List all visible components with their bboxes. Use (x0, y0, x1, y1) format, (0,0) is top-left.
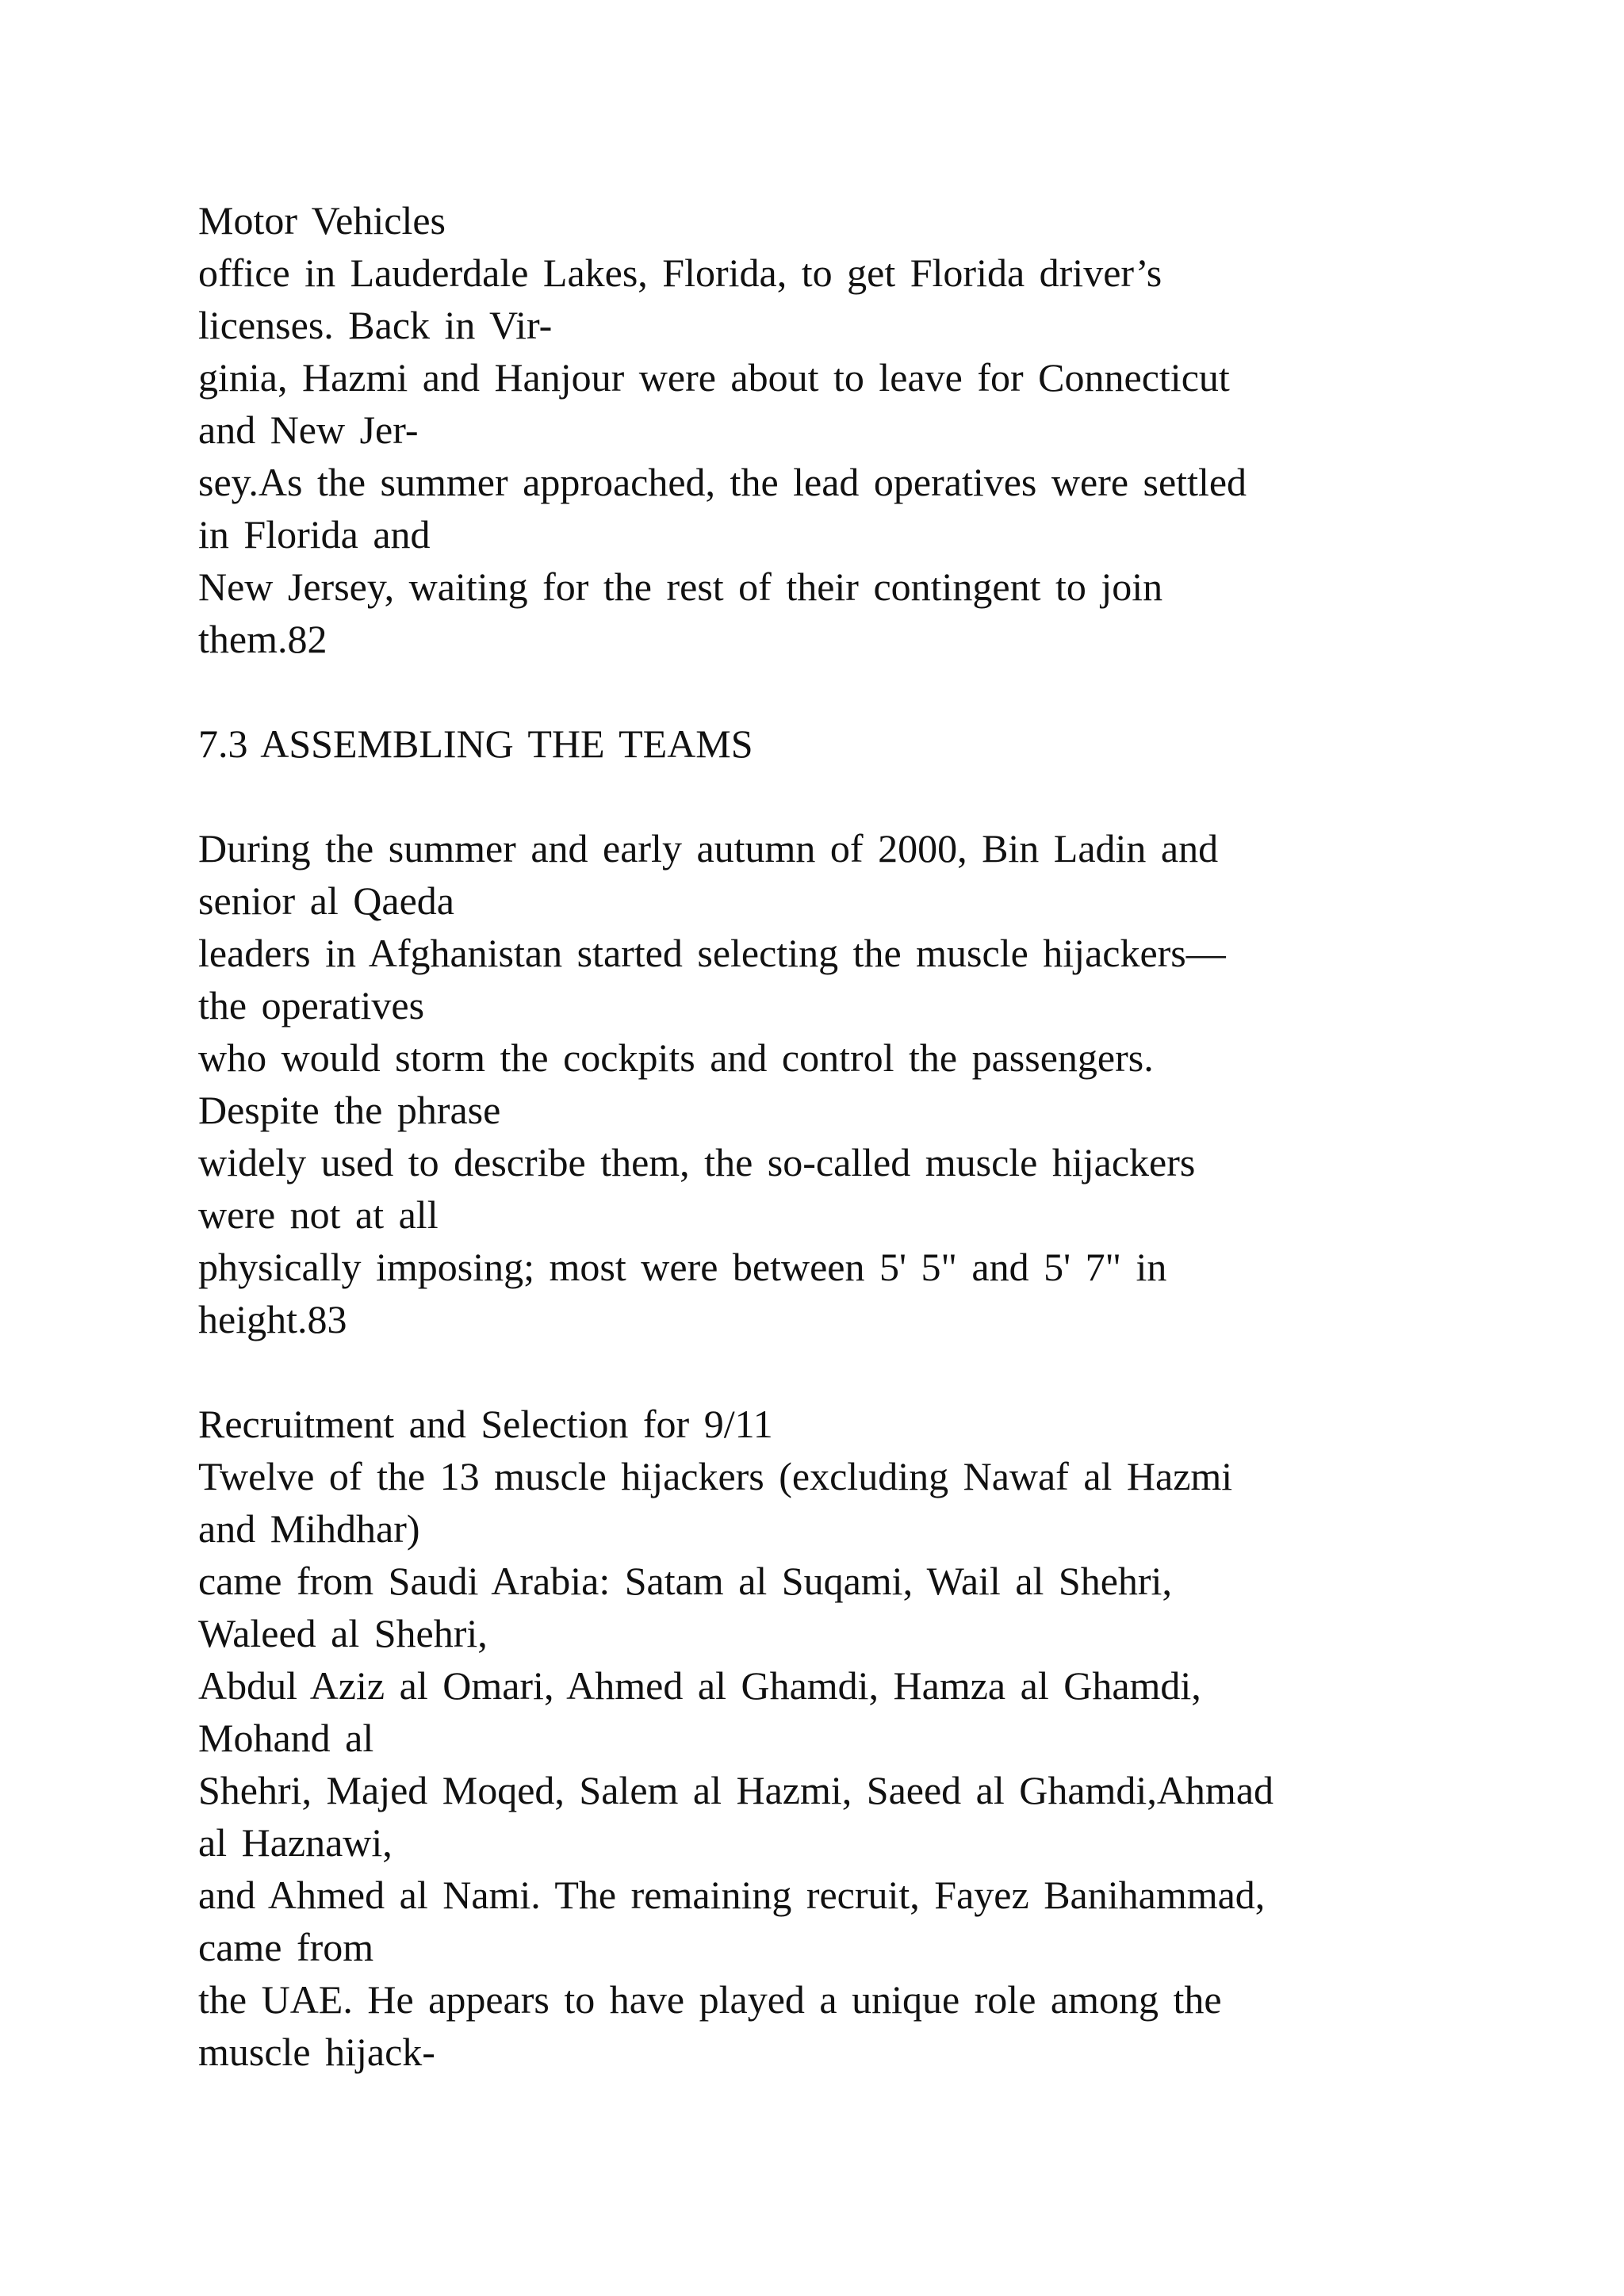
section-heading (198, 718, 1546, 770)
text-line: came from Saudi Arabia: Satam al Suqami, Wail al Shehri, (198, 1559, 1172, 1603)
text-line: leaders in Afghanistan started selecting the muscle hijackers— (198, 931, 1226, 975)
text-line: office in Lauderdale Lakes, Florida, to get Florida driver’s (198, 251, 1162, 295)
text-line: Despite the phrase (198, 1088, 501, 1132)
text-line: Mohand al (198, 1716, 374, 1760)
text-line: came from (198, 1925, 374, 1969)
text-line: Abdul Aziz al Omari, Ahmed al Ghamdi, Hamza al Ghamdi, (198, 1663, 1201, 1708)
text-line: and Ahmed al Nami. The remaining recruit, Fayez Banihammad, (198, 1873, 1266, 1917)
text-line: sey.As the summer approached, the lead operatives were settled (198, 460, 1247, 504)
paragraph-2 (198, 822, 1546, 1345)
text-line: During the summer and early autumn of 2000, Bin Ladin and (198, 826, 1219, 871)
text-line: senior al Qaeda (198, 878, 454, 923)
text-line: al Haznawi, (198, 1820, 393, 1865)
text-line: and New Jer- (198, 408, 419, 452)
text-line: New Jersey, waiting for the rest of their contingent to join (198, 564, 1163, 609)
text-line: physically imposing; most were between 5' 5" and 5' 7" in (198, 1245, 1167, 1289)
paragraph-gap (198, 665, 1546, 718)
text-line: the UAE. He appears to have played a unique role among the (198, 1977, 1222, 2022)
text-line: ginia, Hazmi and Hanjour were about to leave for Connecticut (198, 355, 1230, 400)
document-page (198, 194, 1546, 2078)
paragraph-3 (198, 1398, 1546, 2078)
text-line: widely used to describe them, the so-called muscle hijackers (198, 1140, 1196, 1184)
paragraph-gap (198, 770, 1546, 822)
paragraph-gap (198, 1345, 1546, 1398)
text-line: Waleed al Shehri, (198, 1611, 488, 1655)
text-line: the operatives (198, 983, 425, 1027)
text-line: them.82 (198, 617, 327, 661)
text-line: muscle hijack- (198, 2030, 435, 2074)
text-line: and Mihdhar) (198, 1506, 420, 1551)
text-line: were not at all (198, 1192, 439, 1237)
heading-text: 7.3 ASSEMBLING THE TEAMS (198, 721, 753, 766)
text-line: Shehri, Majed Moqed, Salem al Hazmi, Saeed al Ghamdi,Ahmad (198, 1768, 1274, 1812)
subheading-line: Recruitment and Selection for 9/11 (198, 1402, 773, 1446)
text-line: Motor Vehicles (198, 198, 446, 243)
text-line: Twelve of the 13 muscle hijackers (excluding Nawaf al Hazmi (198, 1454, 1233, 1498)
text-line: height.83 (198, 1297, 347, 1341)
text-line: who would storm the cockpits and control the passengers. (198, 1035, 1154, 1080)
text-line: in Florida and (198, 512, 431, 557)
paragraph-1 (198, 194, 1546, 665)
text-line: licenses. Back in Vir- (198, 303, 553, 347)
